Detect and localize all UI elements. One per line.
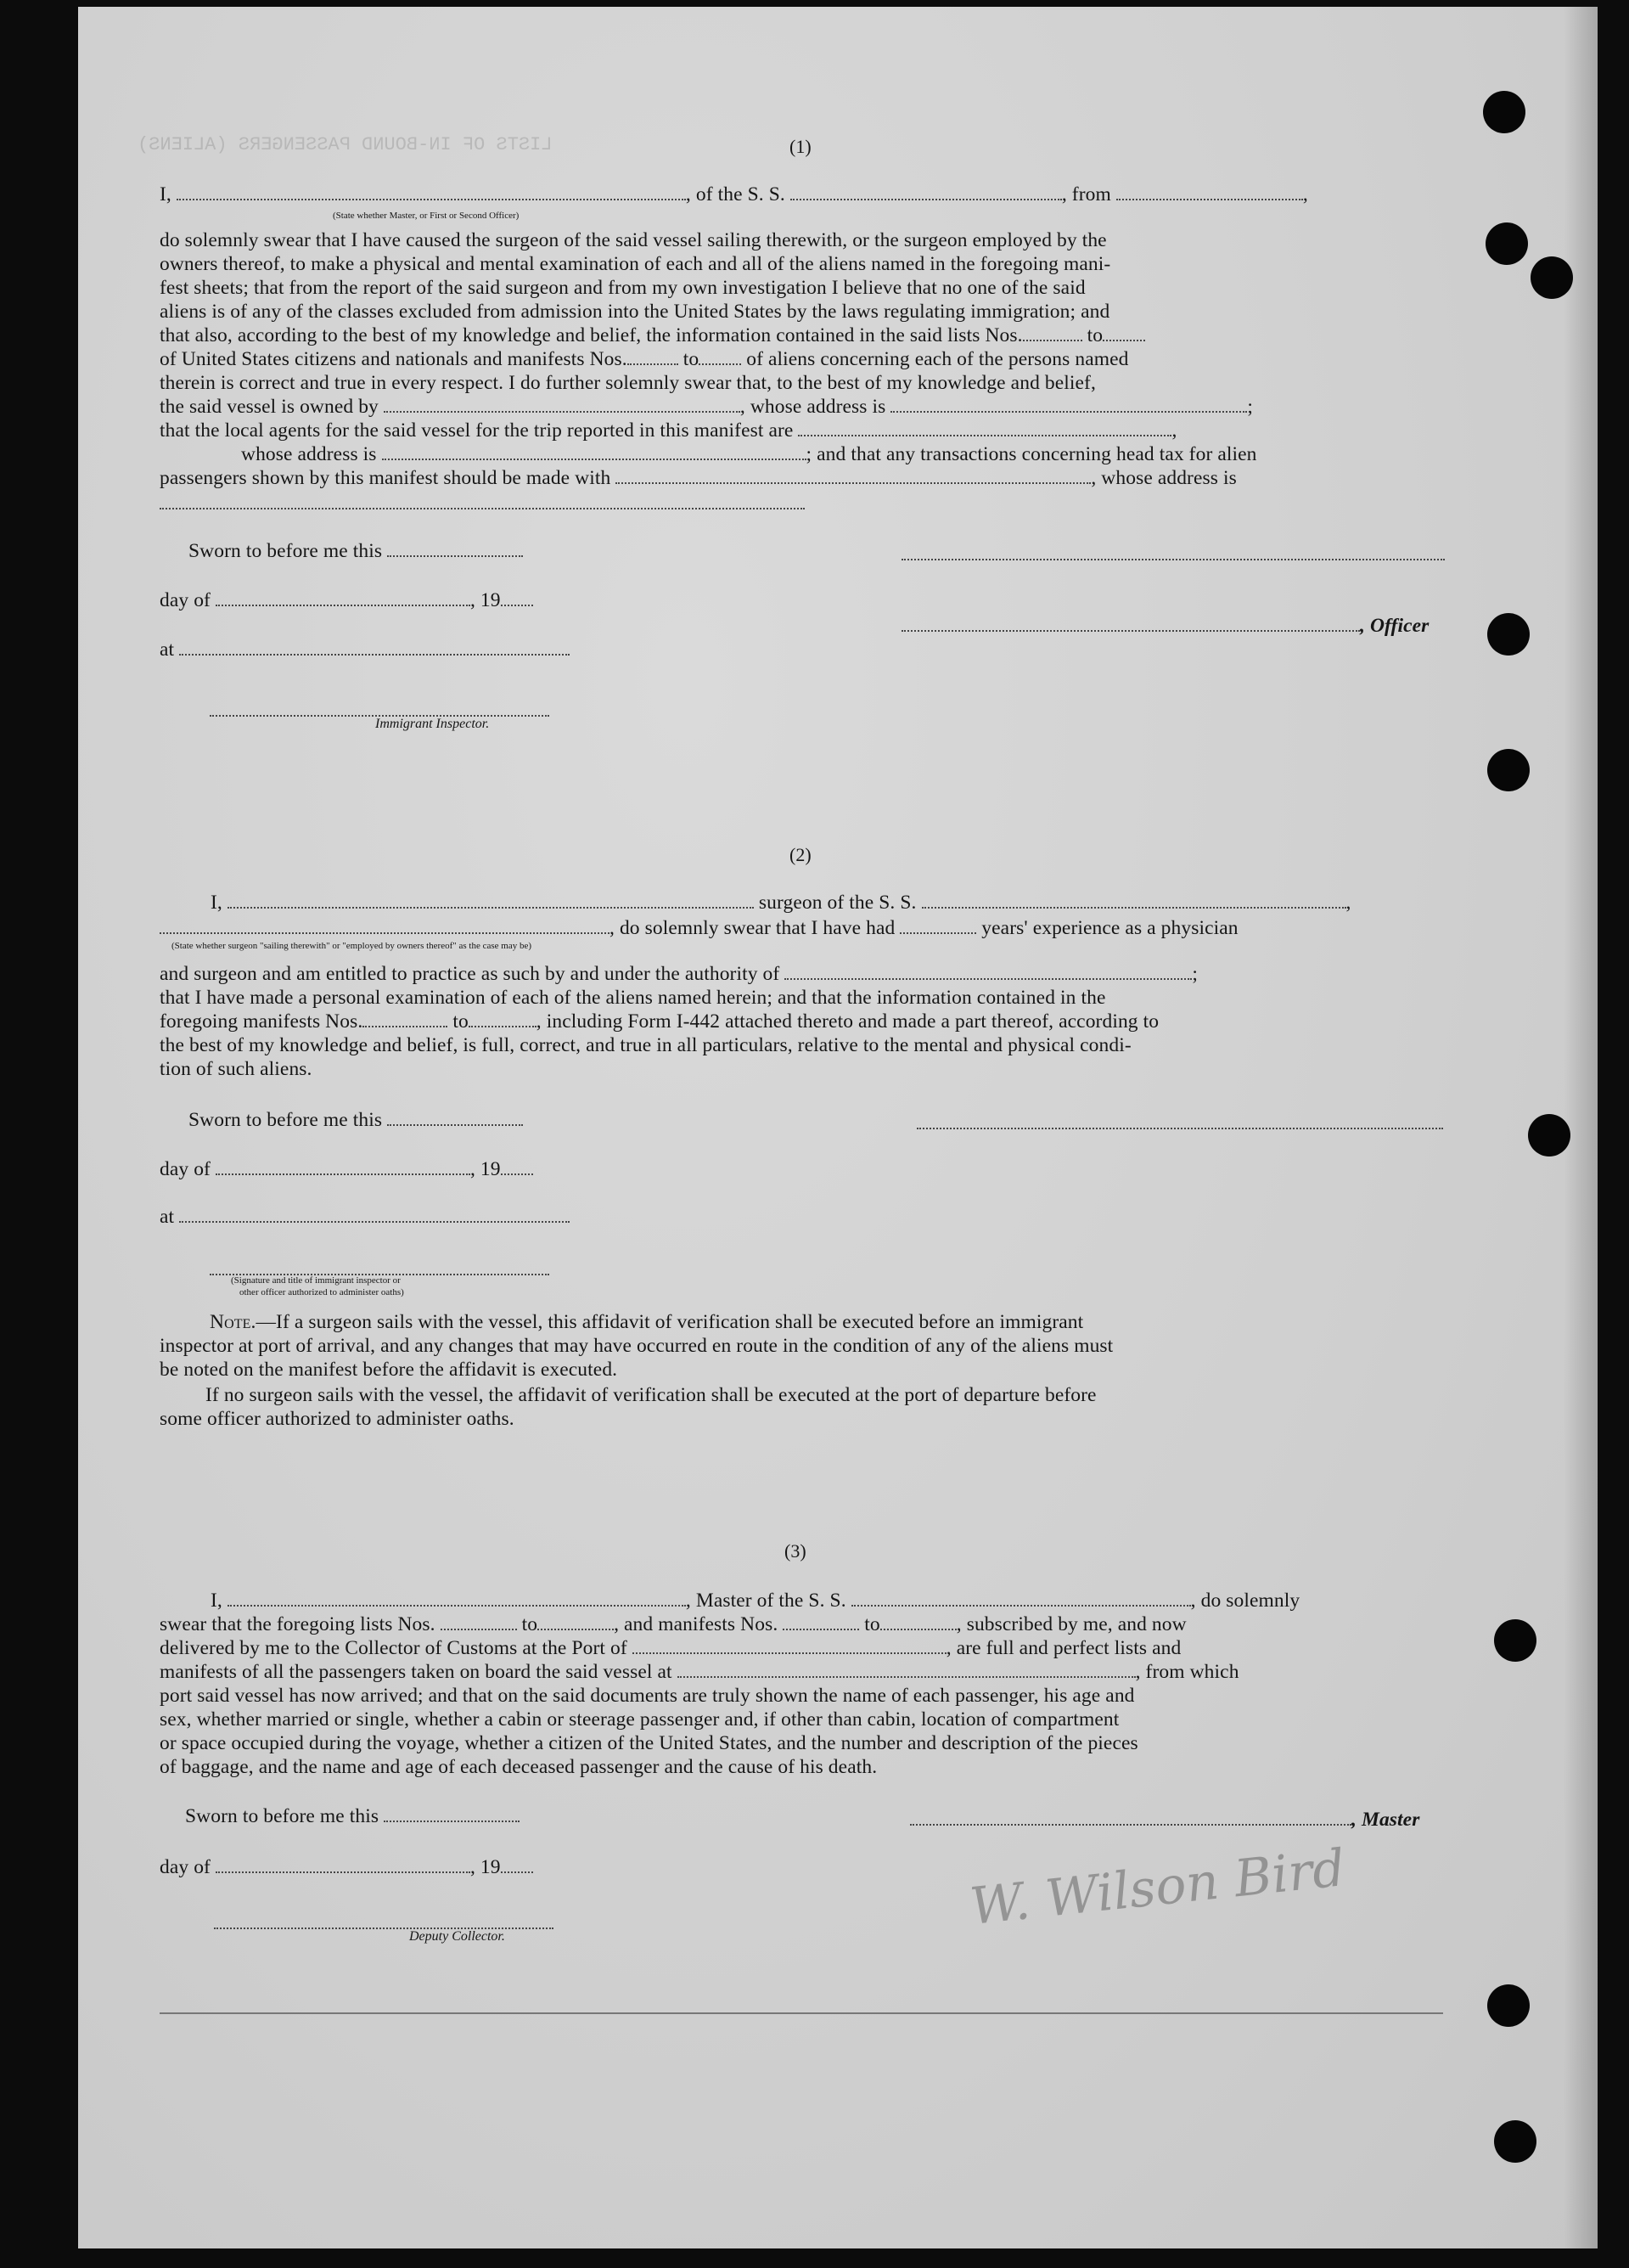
section-2-para-3: foregoing manifests Nos. to , including Form I-442 attached thereto and made a part thereof, according to xyxy=(160,1010,1160,1033)
port-of-arrival-field[interactable] xyxy=(632,1647,947,1654)
section-2-month-field[interactable] xyxy=(216,1168,470,1175)
section-2-sworn: Sworn to before me this xyxy=(188,1109,523,1132)
section-2-line-2: , do solemnly swear that I have had years' experience as a physician xyxy=(160,917,1450,940)
surgeon-signature-field[interactable] xyxy=(917,1123,1443,1129)
collector-label: Deputy Collector. xyxy=(409,1929,505,1944)
section-2-day-of: day of , 19 xyxy=(160,1158,533,1181)
section-1-para-1: do solemnly swear that I have caused the surgeon of the said vessel sailing therewith, or the surgeon employed by the xyxy=(160,229,1107,251)
section-1-line-1: I, , of the S. S. , from , xyxy=(160,183,1308,205)
section-1-para-9: that the local agents for the said vessel for the trip reported in this manifest are , xyxy=(160,419,1177,442)
manifests-from-field[interactable] xyxy=(627,358,678,365)
officer-name-field[interactable] xyxy=(902,625,1360,632)
collector-signature-field[interactable] xyxy=(214,1922,553,1929)
binder-hole xyxy=(1494,2120,1536,2163)
section-1-place-field[interactable] xyxy=(179,649,570,656)
section-3-para-8: of baggage, and the name and age of each deceased passenger and the cause of his death. xyxy=(160,1756,878,1778)
section-1-at: at xyxy=(160,639,570,661)
section-2-manifests-from-field[interactable] xyxy=(362,1021,447,1027)
note-para-5: some officer authorized to administer oaths. xyxy=(160,1408,514,1430)
master-name-field[interactable] xyxy=(227,1600,686,1607)
handwritten-signature: W. Wilson Bird xyxy=(967,1838,1348,1937)
section-1-rank-note: (State whether Master, or First or Second Officer) xyxy=(333,211,520,221)
license-authority-field[interactable] xyxy=(784,973,1192,980)
section-3-year-field[interactable] xyxy=(501,1866,533,1873)
section-1-para-10: whose address is ; and that any transactions concerning head tax for alien xyxy=(241,443,1257,465)
from-port-field[interactable] xyxy=(1116,194,1303,200)
section-2-place-field[interactable] xyxy=(179,1216,570,1223)
section-1-para-11: passengers shown by this manifest should be made with , whose address is xyxy=(160,467,1237,489)
section-1-number: (1) xyxy=(789,136,812,157)
bleed-through-text: LISTS OF IN-BOUND PASSENGERS (ALIENS) xyxy=(138,134,553,155)
section-1-sworn-day-field[interactable] xyxy=(387,550,523,557)
section-1-para-7: therein is correct and true in every respect. I do further solemnly swear that, to the best of my knowledge and belief, xyxy=(160,372,1096,394)
officer-rank-field[interactable] xyxy=(177,194,686,200)
local-agents-field[interactable] xyxy=(798,430,1171,436)
section-3-manifests-to-field[interactable] xyxy=(880,1624,957,1630)
section-1-month-field[interactable] xyxy=(216,599,470,606)
binder-hole xyxy=(1487,1984,1530,2027)
section-2-sig-note-1: (Signature and title of immigrant inspector or xyxy=(231,1275,401,1286)
lists-to-field[interactable] xyxy=(1103,335,1145,341)
section-3-para-7: or space occupied during the voyage, whether a citizen of the United States, and the number and description of the pieces xyxy=(160,1732,1138,1754)
section-1-para-4: aliens is of any of the classes excluded from admission into the United States by the laws regulating immigration; and xyxy=(160,301,1110,323)
section-3-vessel-field[interactable] xyxy=(851,1600,1191,1607)
section-2-year-field[interactable] xyxy=(501,1168,533,1175)
section-2-status-note: (State whether surgeon "sailing therewith" or "employed by owners thereof" as the case may be) xyxy=(171,941,532,951)
section-1-para-6: of United States citizens and nationals and manifests Nos. to of aliens concerning each of the persons named xyxy=(160,348,1129,370)
section-3-day-of: day of , 19 xyxy=(160,1856,533,1879)
section-1-para-3: fest sheets; that from the report of the said surgeon and from my own investigation I believe that no one of the said xyxy=(160,277,1086,299)
binder-hole xyxy=(1487,749,1530,791)
section-2-para-2: that I have made a personal examination of each of the aliens named herein; and that the information contained in the xyxy=(160,987,1106,1009)
section-2-line-1: I, surgeon of the S. S. , xyxy=(211,892,1351,914)
section-1-para-8: the said vessel is owned by , whose address is ; xyxy=(160,396,1254,418)
section-2-at: at xyxy=(160,1206,570,1229)
section-3-line-2: swear that the foregoing lists Nos. to , and manifests Nos. to , subscribed by me, and now xyxy=(160,1613,1187,1635)
inspector-signature-field[interactable] xyxy=(210,710,549,717)
section-3-para-5: port said vessel has now arrived; and that on the said documents are truly shown the name of each passenger, his age and xyxy=(160,1685,1135,1707)
section-3-sworn-day-field[interactable] xyxy=(384,1815,520,1822)
binder-hole xyxy=(1487,613,1530,656)
section-2-number: (2) xyxy=(789,844,812,865)
section-2-vessel-field[interactable] xyxy=(922,902,1346,909)
binder-hole xyxy=(1528,1114,1570,1157)
section-2-inspector-signature-field[interactable] xyxy=(210,1269,549,1275)
note-para-4: If no surgeon sails with the vessel, the affidavit of verification shall be executed at the port of departure before xyxy=(205,1384,1097,1406)
head-tax-contact-field[interactable] xyxy=(615,477,1091,484)
master-label: , Master xyxy=(1351,1809,1420,1831)
section-3-lists-from-field[interactable] xyxy=(441,1624,517,1630)
head-tax-address-field[interactable] xyxy=(160,503,805,509)
lists-from-field[interactable] xyxy=(1023,335,1082,341)
binder-hole xyxy=(1494,1619,1536,1662)
owner-address-field[interactable] xyxy=(890,406,1247,413)
binder-hole xyxy=(1531,256,1573,299)
section-3-line-4: manifests of all the passengers taken on board the said vessel at , from which xyxy=(160,1661,1239,1683)
vessel-name-field[interactable] xyxy=(790,194,1062,200)
section-3-number: (3) xyxy=(784,1540,806,1562)
section-2-sig-note-2: other officer authorized to administer oaths) xyxy=(239,1287,404,1297)
section-1-para-5: that also, according to the best of my knowledge and belief, the information contained in the said lists Nos. to xyxy=(160,324,1450,347)
port-of-embarkation-field[interactable] xyxy=(677,1671,1136,1678)
bottom-rule xyxy=(160,2012,1443,2014)
section-1-sworn: Sworn to before me this xyxy=(188,540,523,563)
binder-hole xyxy=(1483,91,1525,133)
section-2-para-1: and surgeon and am entitled to practice as such by and under the authority of ; xyxy=(160,963,1198,985)
section-3-line-3: delivered by me to the Collector of Customs at the Port of , are full and perfect lists and xyxy=(160,1637,1182,1659)
officer-label: , Officer xyxy=(1360,615,1430,637)
section-1-day-of: day of , 19 xyxy=(160,589,533,612)
binder-hole xyxy=(1486,222,1528,265)
officer-signature-field[interactable] xyxy=(902,554,1445,560)
note-para-1: Note.—If a surgeon sails with the vessel, this affidavit of verification shall be executed before an immigrant xyxy=(210,1311,1084,1333)
section-2-para-4: the best of my knowledge and belief, is full, correct, and true in all particulars, relative to the mental and physical condi- xyxy=(160,1034,1132,1056)
section-1-para-2: owners thereof, to make a physical and mental examination of each and all of the aliens named in the foregoing mani- xyxy=(160,253,1111,275)
inspector-label: Immigrant Inspector. xyxy=(375,717,490,731)
owner-field[interactable] xyxy=(384,406,740,413)
section-3-lists-to-field[interactable] xyxy=(537,1624,614,1630)
years-experience-field[interactable] xyxy=(900,927,976,934)
master-signature-field[interactable] xyxy=(910,1819,1351,1826)
section-3-line-1: I, , Master of the S. S. , do solemnly xyxy=(211,1590,1300,1612)
section-3-para-6: sex, whether married or single, whether a cabin or steerage passenger and, if other than cabin, location of compartment xyxy=(160,1708,1120,1731)
agents-address-field[interactable] xyxy=(382,453,806,460)
section-3-manifests-from-field[interactable] xyxy=(783,1624,859,1630)
section-1-year-field[interactable] xyxy=(501,599,533,606)
section-3-sworn: Sworn to before me this xyxy=(185,1805,520,1828)
section-2-sworn-day-field[interactable] xyxy=(387,1119,523,1126)
section-2-para-5: tion of such aliens. xyxy=(160,1058,312,1080)
note-para-3: be noted on the manifest before the affidavit is executed. xyxy=(160,1359,618,1381)
manifests-to-field[interactable] xyxy=(699,358,741,365)
surgeon-status-field[interactable] xyxy=(160,927,609,934)
section-3-month-field[interactable] xyxy=(216,1866,470,1873)
surgeon-name-field[interactable] xyxy=(227,902,754,909)
form-sheet xyxy=(78,7,1598,2248)
note-para-2: inspector at port of arrival, and any changes that may have occurred en route in the condition of any of the aliens must xyxy=(160,1335,1114,1357)
section-2-manifests-to-field[interactable] xyxy=(469,1021,536,1027)
